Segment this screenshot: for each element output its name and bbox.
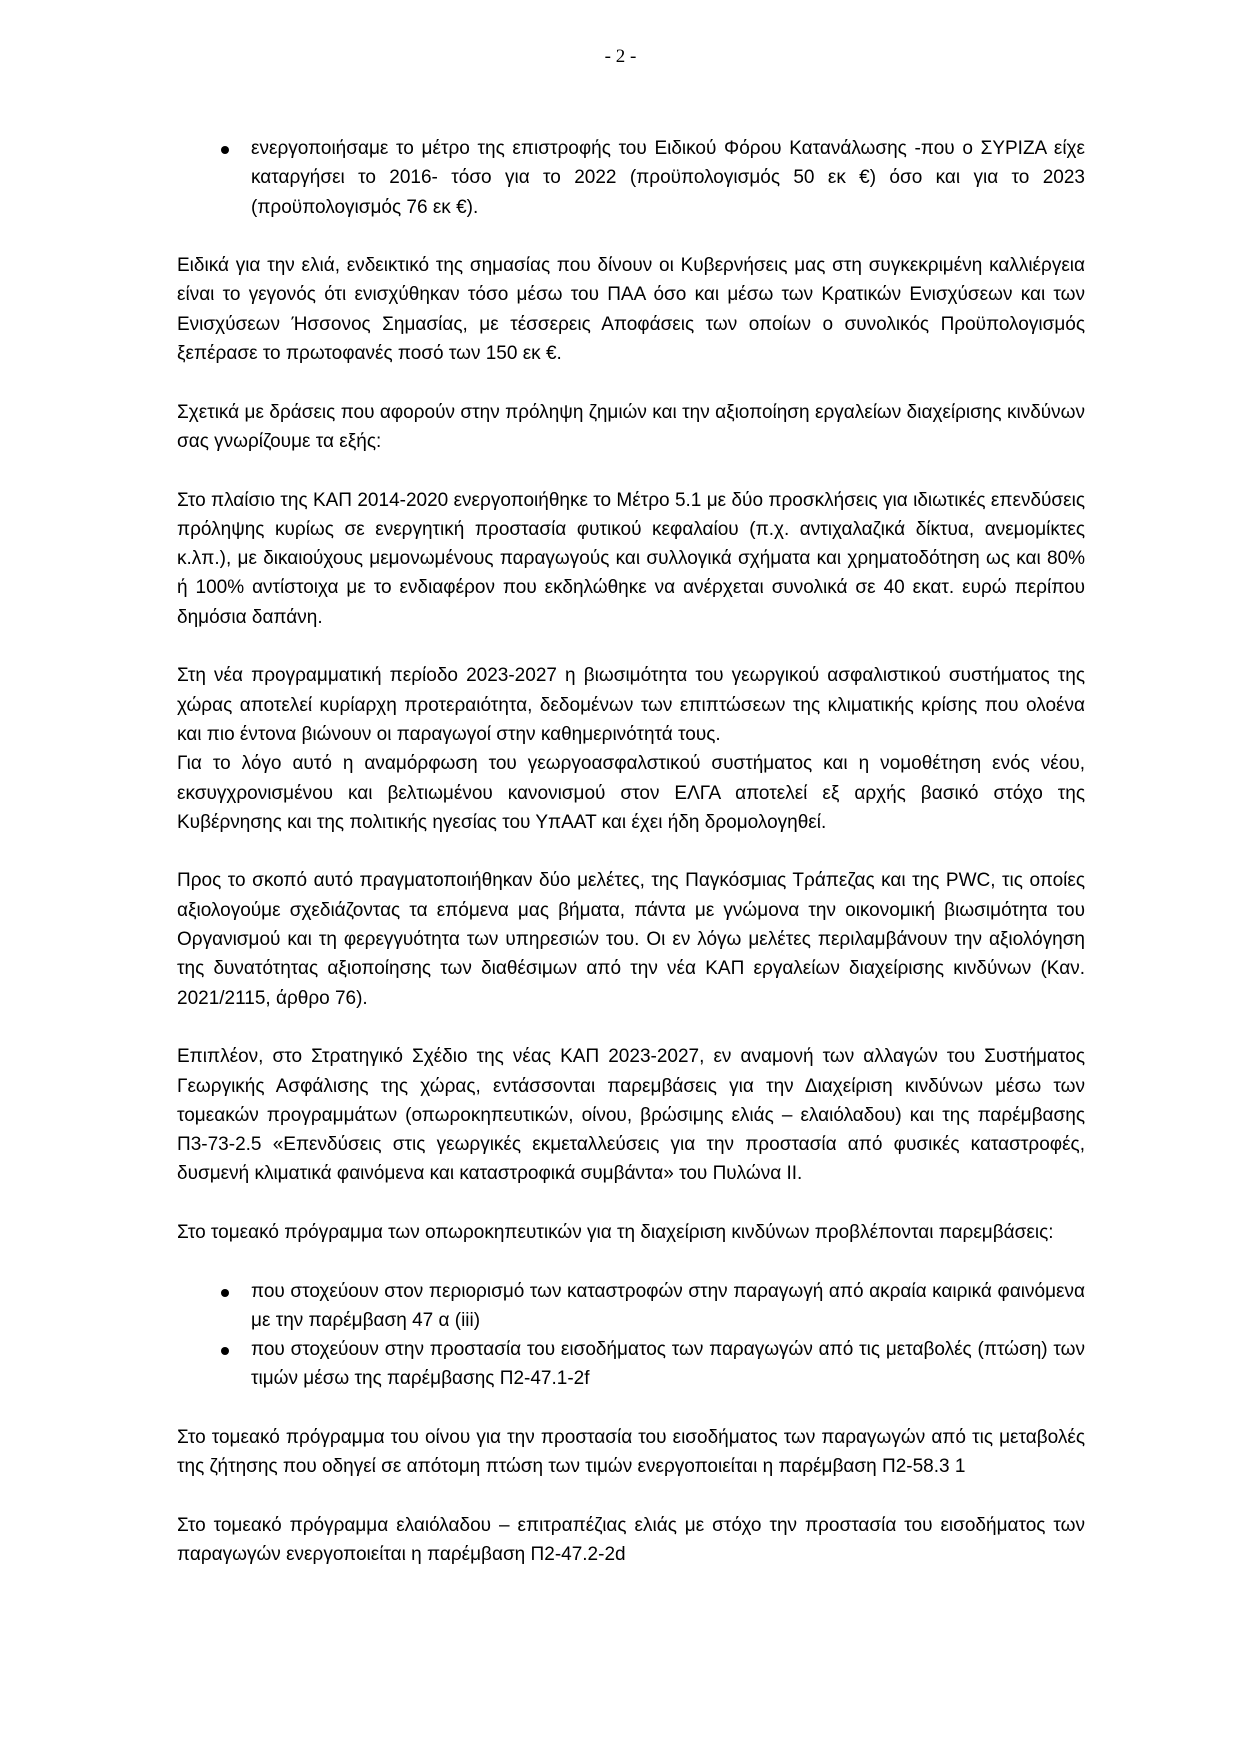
- list-item: [177, 1335, 1085, 1394]
- paragraph-new-period-part2: Για το λόγο αυτό η αναμόρφωση του γεωργοασφαλστικού συστήματος και η νομοθέτηση ενός νέου, εκσυγχρονισμένου και βελτιωμένου κανονισμού στον ΕΛΓΑ αποτελεί εξ αρχής βασικό στόχο της Κυβέρνησης και της πολιτικής ηγεσίας του ΥπΑΑΤ και έχει ήδη δρομολογηθεί.: [177, 753, 1085, 833]
- bullet-list-interventions: [177, 1277, 1085, 1394]
- paragraph-olive-oil-program: Στο τομεακό πρόγραμμα ελαιόλαδου – επιτραπέζιας ελιάς με στόχο την προστασία του εισοδήματος των παραγωγών ενεργοποιείται η παρέμβαση Π2-47.2-2d: [177, 1514, 1085, 1566]
- list-item: [177, 134, 1085, 222]
- paragraph-new-period: [177, 661, 1085, 837]
- paragraph-olive-support: Ειδικά για την ελιά, ενδεικτικό της σημασίας που δίνουν οι Κυβερνήσεις μας στη συγκεκριμένη καλλιέργεια είναι το γεγονός ότι ενισχύθηκαν τόσο μέσω του ΠΑΑ όσο και μέσω των Κρατικών Ενισχύσεων και των Ενισχύσεων Ήσσονος Σημασίας, με τέσσερεις Αποφάσεις των οποίων ο συνολικός Προϋπολογισμός ξεπέρασε το πρωτοφανές ποσό των 150 εκ €.: [177, 255, 1085, 365]
- bullet-icon: [221, 1289, 229, 1297]
- paragraph-new-period-part1: Στη νέα προγραμματική περίοδο 2023-2027 η βιωσιμότητα του γεωργικού ασφαλιστικού συστήματος της χώρας αποτελεί κυρίαρχη προτεραιότητα, δεδομένων των επιπτώσεων της κλιματικής κρίσης που ολοένα και πιο έντονα βιώνουν οι παραγωγοί στην καθημερινότητά τους.: [177, 665, 1085, 745]
- bullet-list-refund: [177, 134, 1085, 222]
- list-item-text: που στοχεύουν στην προστασία του εισοδήματος των παραγωγών από τις μεταβολές (πτώση) των τιμών μέσω της παρέμβασης Π2-47.1-2f: [251, 1339, 1085, 1390]
- document-body: [177, 134, 1085, 1599]
- paragraph-risk-intro: Σχετικά με δράσεις που αφορούν στην πρόληψη ζημιών και την αξιοποίηση εργαλείων διαχείρισης κινδύνων σας γνωρίζουμε τα εξής:: [177, 401, 1085, 452]
- page-number: - 2 -: [604, 46, 637, 67]
- paragraph-fruit-veg-intro: Στο τομεακό πρόγραμμα των οπωροκηπευτικών για τη διαχείριση κινδύνων προβλέπονται παρεμβάσεις:: [177, 1221, 1054, 1243]
- paragraph-studies: Προς το σκοπό αυτό πραγματοποιήθηκαν δύο μελέτες, της Παγκόσμιας Τράπεζας και της PWC, τις οποίες αξιολογούμε σχεδιάζοντας τα επόμενα μας βήματα, πάντα με γνώμονα την οικονομική βιωσιμότητα του Οργανισμού και τη φερεγγυότητα των υπηρεσιών του. Οι εν λόγω μελέτες περιλαμβάνουν την αξιολόγηση της δυνατότητας αξιοποίησης των διαθέσιμων από την νέα ΚΑΠ εργαλείων διαχείρισης κινδύνων (Καν. 2021/2115, άρθρο 76).: [177, 870, 1085, 1009]
- paragraph-measure-5-1: Στο πλαίσιο της ΚΑΠ 2014-2020 ενεργοποιήθηκε το Μέτρο 5.1 με δύο προσκλήσεις για ιδιωτικές επενδύσεις πρόληψης κυρίως σε ενεργητική προστασία φυτικού κεφαλαίου (π.χ. αντιχαλαζικά δίκτυα, ανεμομίκτες κ.λπ.), με δικαιούχους μεμονωμένους παραγωγούς και συλλογικά σχήματα και χρηματοδότηση ως και 80% ή 100% αντίστοιχα με το ενδιαφέρον που εκδηλώθηκε να ανέρχεται συνολικά σε 40 εκατ. ευρώ περίπου δημόσια δαπάνη.: [177, 489, 1085, 628]
- paragraph-strategic-plan: Επιπλέον, στο Στρατηγικό Σχέδιο της νέας ΚΑΠ 2023-2027, εν αναμονή των αλλαγών του Συστήματος Γεωργικής Ασφάλισης της χώρας, εντάσσονται παρεμβάσεις για την Διαχείριση κινδύνων μέσω των τομεακών προγραμμάτων (οπωροκηπευτικών, οίνου, βρώσιμης ελιάς – ελαιόλαδου) και της παρέμβασης Π3-73-2.5 «Επενδύσεις στις γεωργικές εκμεταλλεύσεις για την προστασία από φυσικές καταστροφές, δυσμενή κλιματικά φαινόμενα και καταστροφικά συμβάντα» του Πυλώνα ΙΙ.: [177, 1046, 1085, 1185]
- list-item-text: ενεργοποιήσαμε το μέτρο της επιστροφής του Ειδικού Φόρου Κατανάλωσης -που ο ΣΥΡΙΖΑ είχε καταργήσει το 2016- τόσο για το 2022 (προϋπολογισμός 50 εκ €) όσο και για το 2023 (προϋπολογισμός 76 εκ €).: [251, 138, 1085, 218]
- list-item: [177, 1277, 1085, 1336]
- list-item-text: που στοχεύουν στον περιορισμό των καταστροφών στην παραγωγή από ακραία καιρικά φαινόμενα με την παρέμβαση 47 α (iii): [251, 1280, 1085, 1331]
- bullet-icon: [221, 1347, 229, 1355]
- paragraph-wine-program: Στο τομεακό πρόγραμμα του οίνου για την προστασία του εισοδήματος των παραγωγών από τις μεταβολές της ζήτησης που οδηγεί σε απότομη πτώση των τιμών ενεργοποιείται η παρέμβαση Π2-58.3 1: [177, 1427, 1085, 1478]
- bullet-icon: [221, 146, 229, 154]
